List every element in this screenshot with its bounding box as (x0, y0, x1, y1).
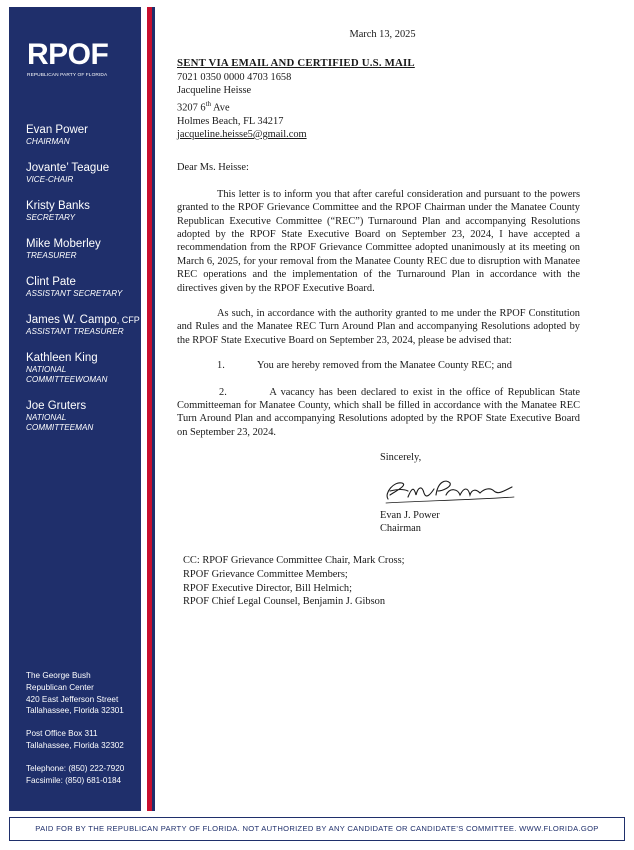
divider-stripe-navy (152, 7, 155, 811)
officer-title: NATIONAL (26, 413, 67, 422)
handwritten-signature (380, 473, 520, 507)
officer-title: TREASURER (26, 251, 77, 260)
facsimile: Facsimile: (850) 681-0184 (26, 775, 122, 785)
delivery-method: SENT VIA EMAIL AND CERTIFIED U.S. MAIL (177, 57, 415, 70)
officer-entry (26, 275, 141, 299)
list-number: 1. (217, 360, 225, 372)
officer-entry (26, 161, 141, 185)
officer-title: SECRETARY (26, 213, 76, 222)
officer-title: VICE-CHAIR (26, 175, 74, 184)
officer-list (26, 123, 141, 447)
officer-title: NATIONAL (26, 365, 67, 374)
recipient-email-link[interactable]: jacqueline.heisse5@gmail.com (177, 128, 307, 140)
recipient-name: Jacqueline Heisse (177, 85, 252, 97)
address-line: Republican Center (26, 682, 94, 692)
list-item-paragraph: 2. A vacancy has been declared to exist in the office of Republican State Committeeman for Manatee County, which shall be filled in accordance with the Manatee REC Turn Around Plan and accompanying Resolutions adopted by the RPOF State Executive Board on September 23, 2024. (177, 386, 583, 438)
phone-numbers (26, 763, 144, 787)
logo-mark: RPOF (27, 38, 109, 71)
street-address (26, 670, 144, 717)
officer-entry (26, 199, 141, 223)
officer-name: Kristy Banks (26, 200, 90, 212)
telephone: Telephone: (850) 222-7920 (26, 763, 125, 773)
closing: Sincerely, (380, 452, 422, 464)
recipient-city: Holmes Beach, FL 34217 (177, 115, 284, 127)
salutation: Dear Ms. Heisse: (177, 162, 249, 174)
officer-entry (26, 399, 141, 433)
officer-entry (26, 123, 141, 147)
address-line: The George Bush (26, 671, 91, 680)
address-line: Post Office Box 311 (26, 729, 98, 739)
paid-for-disclaimer: PAID FOR BY THE REPUBLICAN PARTY OF FLORIDA. NOT AUTHORIZED BY ANY CANDIDATE OR CANDIDATE’S COMMITTEE. WWW.FLORIDA.GOP (9, 817, 625, 841)
cc-line: RPOF Chief Legal Counsel, Benjamin J. Gibson (183, 596, 386, 608)
logo-subtitle: REPUBLICAN PARTY OF FLORIDA (27, 73, 108, 78)
officer-name: Kathleen King (26, 352, 98, 364)
recipient-street (175, 98, 580, 115)
list-text: You are hereby removed from the Manatee County REC; and (257, 360, 512, 372)
officer-title: ASSISTANT SECRETARY (26, 289, 123, 298)
officer-title-line2: COMMITTEEMAN (26, 423, 94, 432)
street-ordinal: th (205, 99, 212, 108)
street-number: 3207 6 (177, 102, 206, 114)
street-name: Ave (211, 102, 230, 114)
officer-entry (26, 351, 141, 385)
list-item (175, 359, 580, 372)
address-line: Tallahassee, Florida 32301 (26, 706, 124, 716)
rpof-logo (27, 40, 127, 78)
officer-name-text: James W. Campo (26, 314, 117, 326)
signature-area (175, 473, 580, 509)
letter-body (175, 28, 583, 609)
body-paragraph: This letter is to inform you that after careful consideration and pursuant to the powers granted to the RPOF Grievance Committee and the RPOF Chairman under the Manatee County Republican Executive Committee (“REC”) Turnaround Plan and accompanying Resolutions adopted by the RPOF State Executive Board on September 23, 2024, I have accepted a recommendation from the RPOF Grievance Committee adopted unanimously at its meeting on March 6, 2025, for your removal from the Manatee County REC due to disruption with Manatee REC operations and the implementation of the Turnaround Plan in accordance with the directives given by the RPOF Executive Board. (177, 188, 580, 294)
officer-title-line2: COMMITTEEWOMAN (26, 375, 108, 384)
officer-name: Mike Moberley (26, 238, 101, 250)
letter-date: March 13, 2025 (349, 29, 416, 40)
officer-name-suffix: , CFP (116, 315, 140, 325)
cc-line: CC: RPOF Grievance Committee Chair, Mark Cross; (183, 555, 405, 567)
recipient-email-line (175, 128, 580, 141)
po-box-address (26, 728, 144, 752)
cc-line: RPOF Grievance Committee Members; (183, 569, 348, 581)
officer-name: Jovante’ Teague (26, 162, 110, 174)
officer-title: CHAIRMAN (26, 137, 70, 146)
address-line: 420 East Jefferson Street (26, 694, 119, 704)
officer-entry (26, 237, 141, 261)
officer-name (26, 313, 141, 327)
signer-name: Evan J. Power (380, 509, 440, 521)
address-line: Tallahassee, Florida 32302 (26, 740, 124, 750)
officer-title: ASSISTANT TREASURER (26, 327, 124, 336)
contact-address (26, 670, 144, 797)
officer-name: Joe Gruters (26, 400, 87, 412)
tracking-number: 7021 0350 0000 4703 1658 (177, 71, 292, 83)
cc-line: RPOF Executive Director, Bill Helmich; (183, 582, 352, 594)
cc-list (175, 554, 580, 608)
officer-name: Evan Power (26, 124, 89, 136)
officer-entry (26, 313, 141, 337)
signer-title: Chairman (380, 523, 421, 535)
body-paragraph: As such, in accordance with the authority granted to me under the RPOF Constitution and Rules and the Manatee REC Turn Around Plan and accompanying Resolutions adopted by the RPOF State Executive Board on September 23, 2024, please be advised that: (177, 307, 580, 346)
letterhead-sidebar (9, 7, 141, 811)
officer-name: Clint Pate (26, 276, 76, 288)
